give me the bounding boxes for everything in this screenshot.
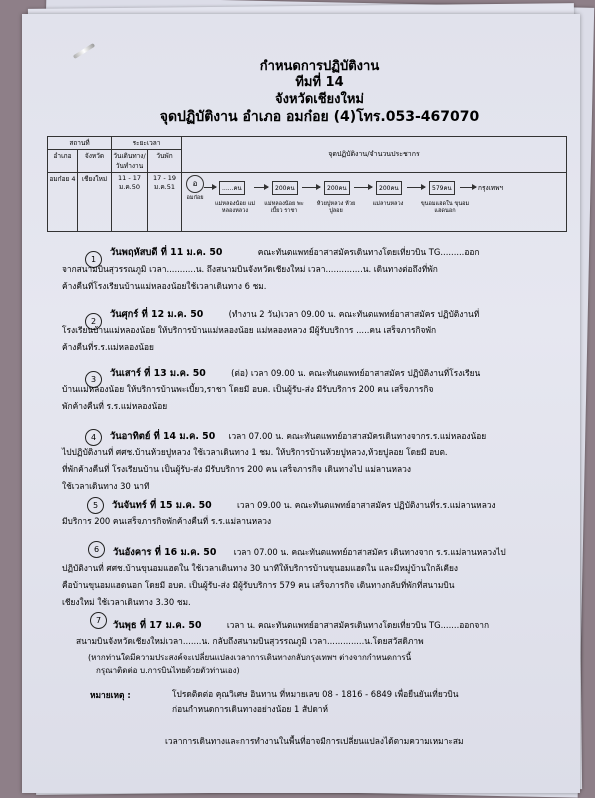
item-line: สนามบินจังหวัดเชียงใหม่เวลา.......น. กลับถึงสนามบินสุวรรณภูมิ เวลา..............น.โดยสวัสดิภาพ — [76, 636, 424, 646]
province-name: จังหวัดเชียงใหม่ — [275, 92, 364, 107]
item-number-badge: 3 — [85, 371, 102, 388]
item-line: ค้างคืนที่ร.ร.แม่หลองน้อย — [62, 342, 154, 352]
header-route: จุดปฏิบัติงาน/จำนวนประชากร — [182, 137, 567, 173]
item-line: คือบ้านขุนอมแฮดนอก โดยมี อบต. เป็นผู้รับ-ส่ง มีผู้รับบริการ 579 คน เสร็จภารกิจ เดินทางกลับที่พักที่สนามบิน — [62, 580, 455, 590]
schedule-item — [110, 428, 486, 445]
site-and-phone: จุดปฏิบัติงาน อำเภอ อมก๋อย (4)โทร.053-467070 — [159, 109, 480, 125]
subheader-province: จังหวัด — [78, 150, 112, 173]
stop-label: แม่หลองน้อย พะเบี้ยว ราชา — [264, 201, 304, 214]
schedule-item-body — [62, 560, 458, 611]
stop-label: ห้วยปูหลวง ห้วยปูลอย — [316, 201, 356, 214]
item-number-badge: 4 — [85, 429, 102, 446]
schedule-item-body — [76, 633, 424, 650]
item-line: ไปปฏิบัติงานที่ ศศช.บ้านห้วยปูหลวง ใช้เวลาเดินทาง 1 ชม. ให้บริการบ้านห้วยปูหลวง,ห้วยปูลอย โดยมี อบต. — [62, 447, 448, 457]
item-number-badge: 2 — [85, 313, 102, 330]
team-number: ทีมที่ 14 — [295, 75, 344, 90]
schedule-item-body — [62, 381, 433, 415]
stop-label: แม่ลานหลวง — [372, 201, 404, 207]
note-body — [172, 687, 458, 717]
stop-label: ขุนอมแฮดใน ขุนอมแฮดนอก — [420, 201, 470, 214]
item-line: บ้านแม่หลองน้อย ให้บริการบ้านพะเบี้ยว,ราชา โดยมี อบต. เป็นผู้รับ-ส่ง มีรับบริการ 200 คน เสร็จภารกิจ — [62, 384, 434, 394]
stop-count: 200คน — [272, 181, 298, 195]
route-arrow — [302, 187, 320, 188]
item-line: (ต่อ) เวลา 09.00 น. คณะทันตแพทย์อาสาสมัคร ปฏิบัติงานที่โรงเรียน — [231, 368, 481, 378]
schedule-item-body — [62, 322, 436, 356]
item-line: โรงเรียนบ้านแม่หลองน้อย ให้บริการบ้านแม่หลองน้อย แม่หลองหลวง มีผู้รับบริการ .....คน เสร็จภารกิจพัก — [62, 325, 437, 335]
item-day: วันพฤหัสบดี ที่ 11 ม.ค. 50 — [110, 247, 223, 258]
schedule-item — [110, 365, 480, 382]
stop-count: ......คน — [219, 181, 245, 195]
item-line: ปฏิบัติงานที่ ศศช.บ้านขุนอมแฮดใน ใช้เวลาเดินทาง 30 นาทีให้บริการบ้านขุนอมแฮดใน และมีหมู่บ้านใกล้เคียง — [62, 563, 458, 573]
header-location: สถานที่ — [48, 137, 112, 150]
item-line: มีบริการ 200 คนเสร็จภารกิจพักค้างคืนที่ ร.ร.แม่ลานหลวง — [62, 516, 272, 526]
subheader-stay: วันพัก — [148, 150, 182, 173]
item-line: ค้างคืนที่โรงเรียนบ้านแม่หลองน้อยใช้เวลาเดินทาง 6 ชม. — [62, 281, 267, 291]
item-line: ที่พักค้างคืนที่ โรงเรียนบ้าน เป็นผู้รับ-ส่ง มีรับบริการ 200 คน เสร็จภารกิจ เดินทางไป แม่ลานหลวง — [62, 464, 411, 474]
route-arrow — [254, 187, 268, 188]
item-line: เชียงใหม่ ใช้เวลาเดินทาง 3.30 ชม. — [62, 597, 191, 607]
note-disclaimer: เวลาการเดินทางและการทำงานในพื้นที่อาจมีการเปลี่ยนแปลงได้ตามความเหมาะสม — [165, 736, 464, 746]
document-title: กำหนดการปฏิบัติงาน — [259, 59, 380, 74]
note-label: หมายเหตุ : — [90, 690, 131, 700]
schedule-item — [110, 306, 479, 323]
item-line: (หากท่านใดมีความประสงค์จะเปลี่ยนแปลงเวลาการเดินทางกลับกรุงเทพฯ ต่างจากกำหนดการนี้ — [88, 653, 412, 662]
note-line: โปรดติดต่อ คุณวิเศษ อินทาน ที่หมายเลข 08 - 1816 - 6849 เพื่อยืนยันเที่ยวบิน — [172, 689, 459, 699]
item-line: เวลา 07.00 น. คณะทันตแพทย์อาสาสมัคร เดินทางจาก ร.ร.แม่ลานหลวงไป — [233, 547, 506, 557]
subheader-travel: วันเดินทาง/วันทำงาน — [112, 150, 148, 173]
route-arrow — [407, 187, 425, 188]
stop-count: 200คน — [376, 181, 402, 195]
item-day: วันเสาร์ ที่ 13 ม.ค. 50 — [110, 368, 206, 379]
item-line: คณะทันตแพทย์อาสาสมัครเดินทางโดยเที่ยวบิน TG.........ออก — [257, 247, 480, 257]
schedule-item — [112, 497, 496, 514]
item-day: วันอาทิตย์ ที่ 14 ม.ค. 50 — [110, 431, 216, 442]
schedule-item-body — [62, 513, 271, 530]
route-arrow — [204, 187, 216, 188]
destination-label: กรุงเทพฯ — [478, 184, 504, 192]
start-label: อมก๋อย — [186, 195, 204, 201]
item-number-badge: 5 — [87, 497, 104, 514]
schedule-item-body — [62, 261, 438, 295]
note-line: ก่อนกำหนดการเดินทางอย่างน้อย 1 สัปดาห์ — [172, 704, 329, 714]
schedule-item — [113, 617, 489, 634]
schedule-item-note — [88, 651, 411, 677]
schedule-item — [110, 244, 479, 261]
item-number-badge: 1 — [85, 251, 102, 268]
cell-travel: 11 - 17 ม.ค.50 — [112, 173, 148, 232]
item-line: จากสนามบินสุวรรณภูมิ เวลา...........น. ถึงสนามบินจังหวัดเชียงใหม่ เวลา..............น. เดินทางต่อถึงที่พัก — [62, 264, 438, 274]
item-line: เวลา 07.00 น. คณะทันตแพทย์อาสาสมัครเดินทางจากร.ร.แม่หลองน้อย — [228, 431, 487, 441]
cell-stay: 17 - 19 ม.ค.51 — [148, 173, 182, 232]
item-day: วันอังคาร ที่ 16 ม.ค. 50 — [113, 547, 217, 558]
schedule-table — [47, 136, 567, 232]
cell-district: อมก๋อย 4 — [48, 173, 78, 232]
subheader-district: อำเภอ — [48, 150, 78, 173]
header-period: ระยะเวลา — [112, 137, 182, 150]
schedule-item-body — [62, 444, 448, 495]
item-line: เวลา 09.00 น. คณะทันตแพทย์อาสาสมัคร ปฏิบัติงานที่ร.ร.แม่ลานหลวง — [237, 500, 496, 510]
item-line: พักค้างคืนที่ ร.ร.แม่หลองน้อย — [62, 401, 168, 411]
start-symbol: อ — [186, 175, 204, 193]
item-number-badge: 7 — [90, 612, 107, 629]
stop-label: แม่หลองน้อย แม่หลองหลวง — [215, 201, 256, 214]
stop-count: 579คน — [429, 181, 455, 195]
item-number-badge: 6 — [88, 541, 105, 558]
schedule-item — [113, 544, 506, 561]
cell-province: เชียงใหม่ — [78, 173, 112, 232]
route-arrow — [460, 187, 476, 188]
route-diagram — [182, 173, 566, 231]
item-day: วันพุธ ที่ 17 ม.ค. 50 — [113, 620, 202, 631]
stop-count: 200คน — [324, 181, 350, 195]
route-arrow — [354, 187, 372, 188]
item-day: วันจันทร์ ที่ 15 ม.ค. 50 — [112, 500, 212, 511]
item-day: วันศุกร์ ที่ 12 ม.ค. 50 — [110, 309, 204, 320]
item-line: เวลา น. คณะทันตแพทย์อาสาสมัครเดินทางโดยเที่ยวบิน TG.......ออกจาก — [226, 620, 490, 630]
item-line: ใช้เวลาเดินทาง 30 นาที — [62, 481, 150, 491]
item-line: (ทำงาน 2 วัน)เวลา 09.00 น. คณะทันตแพทย์อาสาสมัคร ปฏิบัติงานที่ — [228, 309, 480, 319]
item-line: กรุณาติดต่อ บ.การบินไทยด้วยตัวท่านเอง) — [96, 666, 240, 675]
